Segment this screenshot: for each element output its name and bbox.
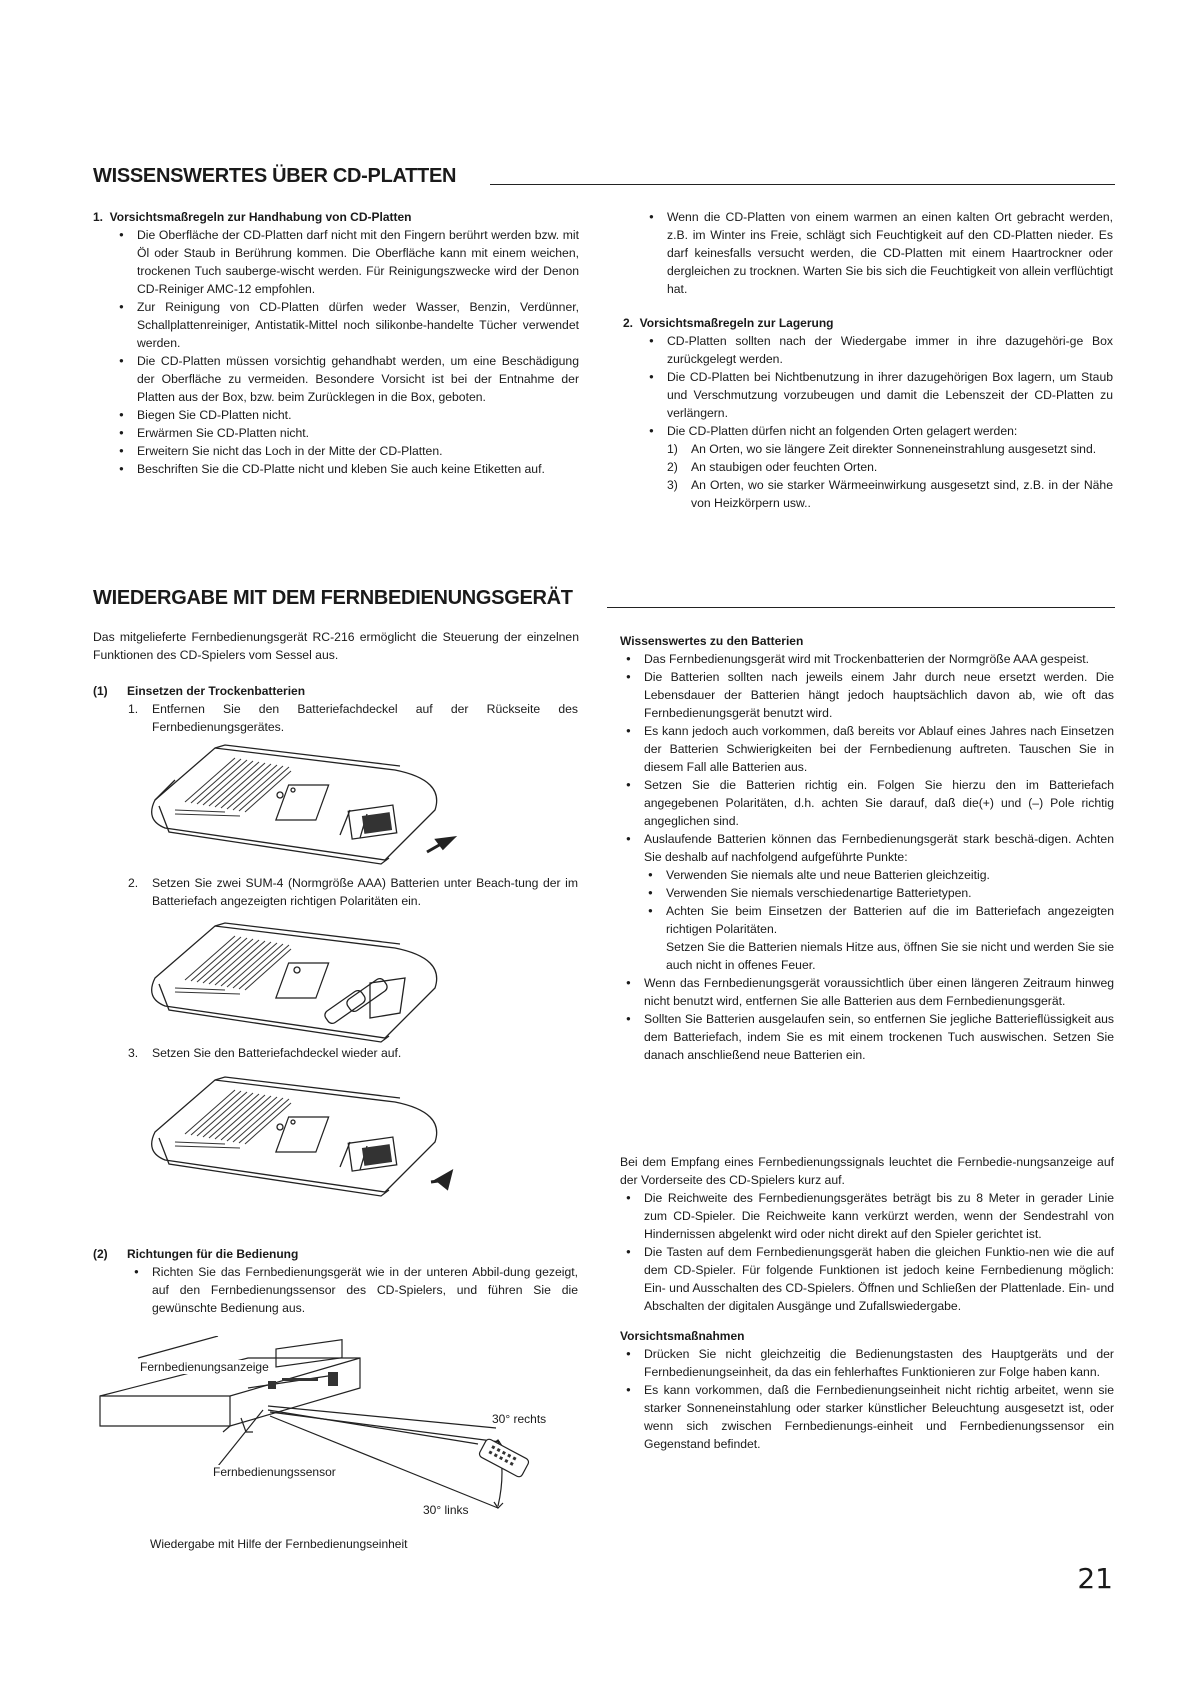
battery-insertion-heading xyxy=(93,682,579,700)
angle-right-label: 30° rechts xyxy=(492,1412,547,1426)
operation-direction-text xyxy=(128,1263,578,1317)
operation-direction-heading xyxy=(93,1245,579,1263)
precautions-bullets xyxy=(620,1345,1114,1453)
step-text: Setzen Sie zwei SUM-4 (Normgröße AAA) Batterien unter Beach-tung der im Batteriefach angezeigten richtigen Polaritäten ein. xyxy=(152,876,578,908)
precautions-heading: Vorsichtsmaßnahmen xyxy=(620,1329,745,1343)
step-text: Entfernen Sie den Batteriefachdeckel auf der Rückseite des Fernbedienungsgerätes. xyxy=(152,702,578,734)
list-item: ● Wenn die CD-Platten von einem warmen an einen kalten Ort gebracht werden, z.B. im Winter ins Freie, schlägt sich Feuchtigkeit auf den CD-Platten nieder. Es darf keinesfalls versucht werden, die CD-Platten mit einem Haartrockner oder dergleichen zu trocknen. Warten Sie bis sich die Feuchtigkeit von allein verflüchtigt hat. xyxy=(643,208,1113,298)
list-item: ● Setzen Sie die Batterien richtig ein. Folgen Sie hierzu den im Batteriefach angegebenen Polaritäten, d.h. achten Sie darauf, daß die(+) und (–) Pole richtig angeglichen sind. xyxy=(620,776,1114,830)
signal-intro: Bei dem Empfang eines Fernbedienungssignals leuchtet die Fernbedie-nungsanzeige auf der Vorderseite des CD-Spielers kurz auf. xyxy=(620,1155,1114,1187)
list-item: ● CD-Platten sollten nach der Wiedergabe immer in ihre dazugehöri-ge Box zurückgelegt werden. xyxy=(643,332,1113,368)
batteries-column xyxy=(620,632,1114,1064)
list-item: ● Richten Sie das Fernbedienungsgerät wie in der unteren Abbil-dung gezeigt, auf den Fernbedienungssensor des CD-Spielers, und führen Sie die gewünschte Bedienung aus. xyxy=(128,1263,578,1317)
handling-bullets xyxy=(113,226,579,478)
remote-batteries-figure xyxy=(145,918,475,1043)
list-item: ● Es kann vorkommen, daß die Fernbedienungseinheit nicht richtig arbeitet, wenn sie starker Sonneneinstahlung oder starker künstlicher Beleuchtung ausgesetzt ist, oder wenn sich zwischen Fernbedienungs-einheit und Fernbedienungssensor ein Gegenstand befindet. xyxy=(620,1381,1114,1453)
heat-note: Setzen Sie die Batterien niemals Hitze aus, öffnen Sie sie nicht und werden Sie sie auch nicht in offenes Feuer. xyxy=(666,940,1114,972)
step-2 xyxy=(128,874,578,910)
section-title-remote-control: WIEDERGABE MIT DEM FERNBEDIENUNGSGERÄT xyxy=(93,587,573,609)
step-number: 2. xyxy=(128,876,139,890)
list-item: ● Die Tasten auf dem Fernbedienungsgerät haben die gleichen Funktio-nen wie die auf dem CD-Spieler. Für folgende Funktionen ist jedoch keine Fernbedienung möglich: Ein- und Ausschalten des CD-Spielers. Öffnen und Schließen der Plattenlade. Ein- und Abschalten der digitalen Ausgänge und Zufallswiedergabe. xyxy=(620,1243,1114,1315)
step-number: 3. xyxy=(128,1046,139,1060)
list-item: ● Auslaufende Batterien können das Fernbedienungsgerät stark beschä-digen. Achten Sie deshalb auf nachfolgend aufgeführte Punkte: xyxy=(620,830,1114,866)
list-item xyxy=(667,476,1113,512)
list-item xyxy=(667,440,1113,458)
moisture-bullets xyxy=(643,208,1113,298)
sensor-label: Fernbedienungssensor xyxy=(213,1465,336,1479)
step-text: Setzen Sie den Batteriefachdeckel wieder auf. xyxy=(152,1046,402,1060)
list-item xyxy=(128,700,578,736)
list-item: ● Beschriften Sie die CD-Platte nicht und kleben Sie auch keine Etiketten auf. xyxy=(113,460,579,478)
remote-back-figure-2 xyxy=(145,1072,475,1202)
handling-heading: 1. Vorsichtsmaßregeln zur Handhabung von CD-Platten xyxy=(93,210,412,224)
part-number: (1) xyxy=(93,684,108,698)
list-item: ● Verwenden Sie niemals verschiedenartige Batterietypen. xyxy=(642,884,1114,902)
list-item: ● Die Batterien sollten nach jeweils einem Jahr durch neue ersetzt werden. Die Lebensdauer der Batterien hängt jedoch hauptsächlich davon ab, wie oft das Fernbedienungsgerät benutzt wird. xyxy=(620,668,1114,722)
list-item: ● Achten Sie beim Einsetzen der Batterien auf die im Batteriefach angezeigten richtigen Polaritäten. xyxy=(642,902,1114,938)
section1-right-column xyxy=(623,208,1113,512)
remote-intro: Das mitgelieferte Fernbedienungsgerät RC-216 ermöglicht die Steuerung der einzelnen Funktionen des CD-Spielers vom Sessel aus. xyxy=(93,630,579,662)
batteries-bullets-after xyxy=(620,974,1114,1064)
page-number: 21 xyxy=(1077,1562,1113,1595)
step-1 xyxy=(128,700,578,736)
angle-left-label: 30° links xyxy=(423,1503,469,1517)
list-item: ● Sollten Sie Batterien ausgelaufen sein, so entfernen Sie jegliche Batterieflüssigkeit aus dem Batteriefach, indem Sie es mit einem trockenen Tuch auswischen. Setzen Sie danach anschließend neue Batterien ein. xyxy=(620,1010,1114,1064)
list-item: ● Erwärmen Sie CD-Platten nicht. xyxy=(113,424,579,442)
list-item xyxy=(667,458,1113,476)
item-text: An Orten, wo sie starker Wärmeeinwirkung ausgesetzt sind, z.B. in der Nähe von Heizkörpern usw.. xyxy=(691,478,1113,510)
item-number: 2) xyxy=(667,460,678,474)
list-item: ● Die CD-Platten bei Nichtbenutzung in ihrer dazugehörigen Box lagern, um Staub und Verschmutzung vorzubeugen und damit die Lebenszeit der CD-Platten zu verlängern. xyxy=(643,368,1113,422)
list-item: ● Die Oberfläche der CD-Platten darf nicht mit den Fingern berührt werden bzw. mit Öl oder Staub in Berührung kommen. Die Oberfläche kann mit einem weichen, trockenen Tuch sauberge-wischt werden. Für Reinigungszwecke wird der Denon CD-Reiniger AMC-12 empfohlen. xyxy=(113,226,579,298)
battery-sub-bullets xyxy=(642,866,1114,938)
list-item: ● Biegen Sie CD-Platten nicht. xyxy=(113,406,579,424)
storage-places xyxy=(667,440,1113,512)
list-item: ● Die CD-Platten dürfen nicht an folgenden Orten gelagert werden: xyxy=(643,422,1113,440)
storage-heading: 2. Vorsichtsmaßregeln zur Lagerung xyxy=(623,316,834,330)
list-item: ● Es kann jedoch auch vorkommen, daß bereits vor Ablauf eines Jahres nach Einsetzen der Batterien Schwierigkeiten bei der Fernbedienung auftreten. Tauschen Sie in diesem Fall alle Batterien aus. xyxy=(620,722,1114,776)
signal-bullets xyxy=(620,1189,1114,1315)
batteries-bullets xyxy=(620,650,1114,866)
list-item: ● Zur Reinigung von CD-Platten dürfen weder Wasser, Benzin, Verdünner, Schallplattenreiniger, Antistatik-Mittel noch silikonbe-handelte Tücher verwendet werden. xyxy=(113,298,579,352)
list-item: ● Das Fernbedienungsgerät wird mit Trockenbatterien der Normgröße AAA gespeist. xyxy=(620,650,1114,668)
list-item xyxy=(128,1044,578,1062)
item-text: An staubigen oder feuchten Orten. xyxy=(691,460,878,474)
item-number: 1) xyxy=(667,442,678,456)
remote-back-figure-1 xyxy=(145,740,475,865)
part-heading: Einsetzen der Trockenbatterien xyxy=(127,684,306,698)
part-heading: Richtungen für die Bedienung xyxy=(127,1247,299,1261)
part-number: (2) xyxy=(93,1247,108,1261)
list-item: ● Wenn das Fernbedienungsgerät voraussichtlich über einen längeren Zeitraum hinweg nicht benutzt wird, entfernen Sie alle Batterien aus dem Fernbedienungsgerät. xyxy=(620,974,1114,1010)
list-item xyxy=(128,874,578,910)
title-rule xyxy=(490,184,1115,185)
list-item: ● Erweitern Sie nicht das Loch in der Mitte der CD-Platten. xyxy=(113,442,579,460)
list-item: ● Verwenden Sie niemals alte und neue Batterien gleichzeitig. xyxy=(642,866,1114,884)
step-3 xyxy=(128,1044,578,1062)
section-title-cd-plates: WISSENSWERTES ÜBER CD-PLATTEN xyxy=(93,165,457,187)
list-item: ● Die CD-Platten müssen vorsichtig gehandhabt werden, um eine Beschädigung der Oberfläche zu vermeiden. Besondere Vorsicht ist bei der Entnahme der Platten aus der Box, bzw. beim Zurücklegen in die Box, geboten. xyxy=(113,352,579,406)
signal-column xyxy=(620,1153,1114,1453)
list-item: ● Drücken Sie nicht gleichzeitig die Bedienungstasten des Hauptgeräts und der Fernbedienungseinheit, da das ein fehlerhaftes Funktionieren zur Folge haben kann. xyxy=(620,1345,1114,1381)
item-number: 3) xyxy=(667,478,678,492)
diagram-caption: Wiedergabe mit Hilfe der Fernbedienungseinheit xyxy=(150,1537,408,1551)
indicator-label: Fernbedienungsanzeige xyxy=(140,1360,269,1374)
batteries-heading: Wissenswertes zu den Batterien xyxy=(620,634,804,648)
item-text: An Orten, wo sie längere Zeit direkter Sonneneinstrahlung ausgesetzt sind. xyxy=(691,442,1097,456)
list-item: ● Die Reichweite des Fernbedienungsgerätes beträgt bis zu 8 Meter in gerader Linie zum CD-Spieler. Die Reichweite kann verkürzt werden, wenn der Sendestrahl von Hindernissen abgelenkt wird oder nicht direkt auf den Spieler gerichtet ist. xyxy=(620,1189,1114,1243)
step-number: 1. xyxy=(128,702,139,716)
title-rule xyxy=(607,607,1115,608)
storage-bullets xyxy=(643,332,1113,440)
section1-left-column xyxy=(93,208,579,478)
